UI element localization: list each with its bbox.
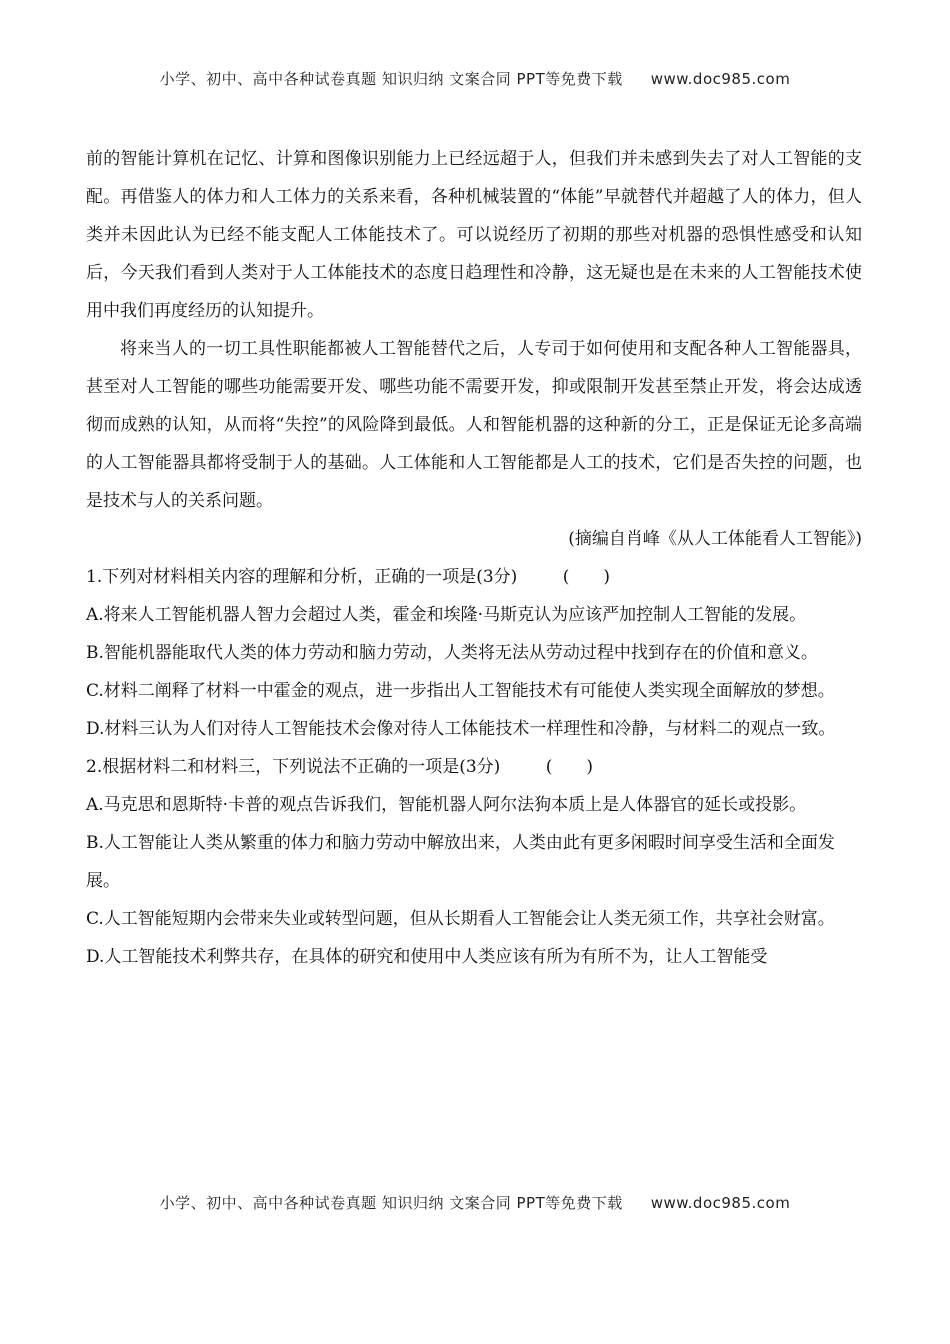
option-c: C.人工智能短期内会带来失业或转型问题，但从长期看人工智能会让人类无须工作，共享社会财富。 — [86, 909, 835, 929]
passage-paragraph-1: 前的智能计算机在记忆、计算和图像识别能力上已经远超于人，但我们并未感到失去了对人工智能的支配。再借鉴人的体力和人工体力的关系来看，各种机械装置的“体能”早就替代并超越了人的体力，但人类并未因此认为已经不能支配人工体能技术了。可以说经历了初期的那些对机器的恐惧性感受和认知后，今天我们看到人类对于人工体能技术的态度日趋理性和冷静，这无疑也是在未来的人工智能技术使用中我们再度经历的认知提升。 — [86, 149, 862, 321]
option-a: A.马克思和恩斯特·卡普的观点告诉我们，智能机器人阿尔法狗本质上是人体器官的延长或投影。 — [86, 795, 807, 815]
question-1 — [86, 558, 862, 748]
question-stem — [86, 748, 862, 786]
option-d: D.材料三认为人们对待人工智能技术会像对待人工体能技术一样理性和冷静，与材料二的观点一致。 — [86, 719, 836, 739]
footer-url[interactable]: www.doc985.com — [650, 1194, 791, 1212]
question-stem-text: 1.下列对材料相关内容的理解和分析，正确的一项是(3分) — [86, 567, 518, 587]
page-footer — [0, 1192, 950, 1213]
header-text: 小学、初中、高中各种试卷真题 知识归纳 文案合同 PPT等免费下载 — [159, 70, 623, 88]
page-header — [0, 68, 950, 89]
question-stem — [86, 558, 862, 596]
answer-paren: ( ) — [545, 757, 593, 777]
passage-paragraph-2: 将来当人的一切工具性职能都被人工智能替代之后，人专司于如何使用和支配各种人工智能器具，甚至对人工智能的哪些功能需要开发、哪些功能不需要开发，抑或限制开发甚至禁止开发，将会达成透彻而成熟的认知，从而将“失控”的风险降到最低。人和智能机器的这种新的分工，正是保证无论多高端的人工智能器具都将受制于人的基础。人工体能和人工智能都是人工的技术，它们是否失控的问题，也是技术与人的关系问题。 — [86, 339, 862, 511]
question-2 — [86, 748, 862, 976]
option-b: B.人工智能让人类从繁重的体力和脑力劳动中解放出来，人类由此有更多闲暇时间享受生活和全面发展。 — [86, 833, 835, 891]
question-stem-text: 2.根据材料二和材料三，下列说法不正确的一项是(3分) — [86, 757, 501, 777]
option-b: B.智能机器能取代人类的体力劳动和脑力劳动，人类将无法从劳动过程中找到存在的价值和意义。 — [86, 643, 818, 663]
header-url[interactable]: www.doc985.com — [650, 70, 791, 88]
document-body — [86, 140, 862, 976]
passage-source: (摘编自肖峰《从人工体能看人工智能》) — [568, 529, 862, 549]
option-c: C.材料二阐释了材料一中霍金的观点，进一步指出人工智能技术有可能使人类实现全面解放的梦想。 — [86, 681, 835, 701]
option-d: D.人工智能技术利弊共存，在具体的研究和使用中人类应该有所为有所不为，让人工智能受 — [86, 947, 768, 967]
answer-paren: ( ) — [562, 567, 610, 587]
footer-text: 小学、初中、高中各种试卷真题 知识归纳 文案合同 PPT等免费下载 — [159, 1194, 623, 1212]
option-a: A.将来人工智能机器人智力会超过人类，霍金和埃隆·马斯克认为应该严加控制人工智能的发展。 — [86, 605, 807, 625]
